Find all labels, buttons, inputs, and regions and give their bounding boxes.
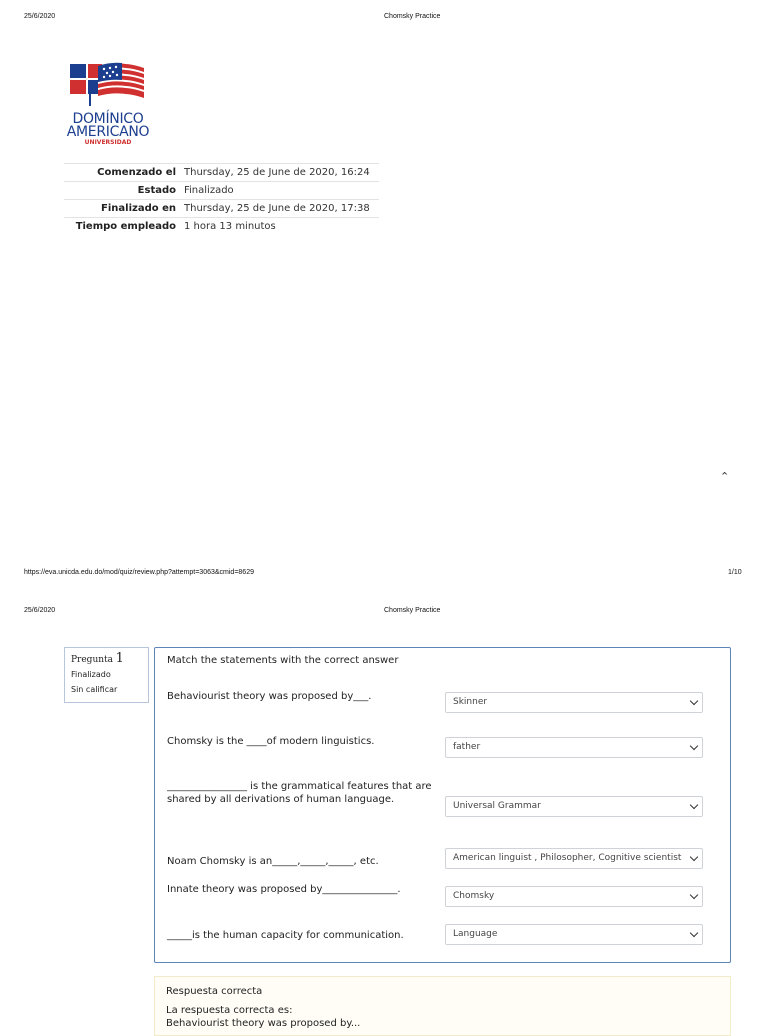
chevron-down-icon: [690, 801, 698, 809]
feedback-line2: Behaviourist theory was proposed by...: [166, 1018, 361, 1029]
summary-label: Tiempo empleado: [75, 221, 176, 232]
match-statement-4: Noam Chomsky is an_____,_____,_____, etc.: [167, 856, 379, 867]
match-statement-3: ________________ is the grammatical features that are shared by all derivations of human language.: [167, 781, 432, 805]
summary-label: Comenzado el: [97, 167, 176, 178]
answer-select-1[interactable]: [445, 692, 703, 713]
answer-select-2[interactable]: [445, 737, 703, 758]
question-number: 1: [115, 651, 124, 666]
chevron-down-icon: [690, 891, 698, 899]
question-label: Pregunta: [71, 655, 114, 665]
answer-select-5[interactable]: [445, 886, 703, 907]
logo-line3: UNIVERSIDAD: [84, 139, 132, 146]
answer-select-value: Skinner: [453, 697, 488, 707]
caret-up-icon[interactable]: ⌃: [720, 470, 730, 483]
chevron-down-icon: [690, 742, 698, 750]
chevron-down-icon: [690, 853, 698, 861]
header-date: 25/6/2020: [24, 13, 56, 20]
university-logo: [62, 60, 162, 146]
header-date-page2: 25/6/2020: [24, 607, 56, 614]
footer-url[interactable]: https://eva.unicda.edu.do/mod/quiz/review.php?attempt=3063&cmid=8629: [24, 569, 254, 576]
question-content-box: [154, 647, 731, 963]
answer-select-value: Chomsky: [453, 891, 495, 901]
summary-label: Estado: [137, 185, 176, 196]
question-grade: Sin calificar: [71, 685, 118, 694]
header-title-page2: Chomsky Practice: [384, 607, 441, 614]
question-text: Match the statements with the correct answer: [167, 655, 399, 666]
summary-value: Thursday, 25 de June de 2020, 17:38: [184, 203, 370, 214]
flag-logo-icon: [62, 60, 154, 110]
chevron-down-icon: [690, 929, 698, 937]
match-statement-2: Chomsky is the ____of modern linguistics.: [167, 736, 375, 747]
summary-row: [64, 218, 379, 236]
chevron-down-icon: [690, 697, 698, 705]
footer-page-number: 1/10: [728, 569, 742, 576]
answer-select-value: Language: [453, 929, 498, 939]
question-state: Finalizado: [71, 670, 111, 679]
summary-row: [64, 182, 379, 200]
match-statement-6: _____is the human capacity for communication.: [167, 930, 404, 941]
summary-row: [64, 164, 379, 182]
logo-line2: AMERICANO: [66, 124, 150, 140]
summary-value: Finalizado: [184, 185, 234, 196]
summary-label: Finalizado en: [101, 203, 176, 214]
summary-value: 1 hora 13 minutos: [184, 221, 276, 232]
answer-select-3[interactable]: [445, 796, 703, 817]
summary-value: Thursday, 25 de June de 2020, 16:24: [184, 167, 370, 178]
feedback-title: Respuesta correcta: [166, 986, 263, 997]
answer-select-value: Universal Grammar: [453, 801, 541, 811]
feedback-box: [154, 976, 731, 1036]
match-statement-5: Innate theory was proposed by_______________.: [167, 884, 401, 895]
summary-row: [64, 200, 379, 218]
attempt-summary-table: [64, 163, 379, 235]
match-statement-1: Behaviourist theory was proposed by___.: [167, 691, 372, 702]
header-title: Chomsky Practice: [384, 13, 441, 20]
feedback-line1: La respuesta correcta es:: [166, 1005, 293, 1016]
question-info-box: [64, 647, 149, 703]
answer-select-value: father: [453, 742, 481, 752]
answer-select-4[interactable]: [445, 848, 703, 869]
answer-select-6[interactable]: [445, 924, 703, 945]
answer-select-value: American linguist , Philosopher, Cognitive scientist: [453, 853, 682, 863]
logo-line1: DOMÍNICO: [72, 111, 144, 127]
